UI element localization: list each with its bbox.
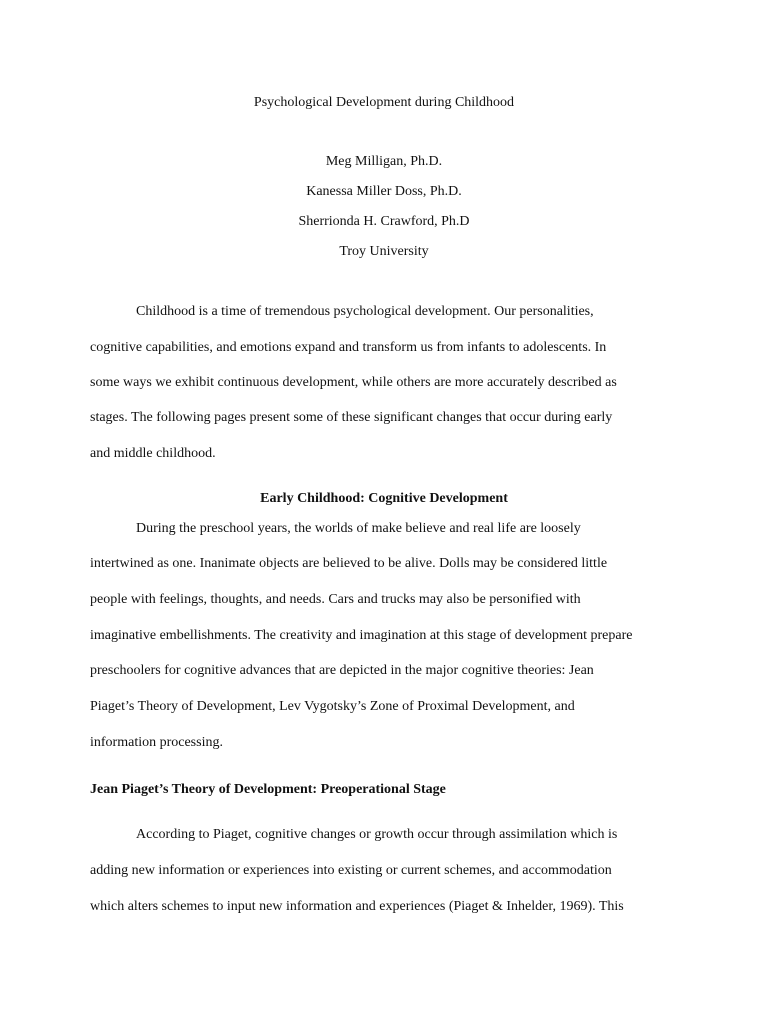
intro-line-5: and middle childhood. <box>90 446 216 461</box>
paper-title: Psychological Development during Childhood <box>253 95 515 110</box>
author-2: Kanessa Miller Doss, Ph.D. <box>306 184 462 199</box>
section1-line-5: preschoolers for cognitive advances that are depicted in the major cognitive theories: Jean <box>90 663 594 678</box>
section2-line-1: According to Piaget, cognitive changes or growth occur through assimilation which is <box>136 827 618 842</box>
section1-line-7: information processing. <box>90 735 223 750</box>
section2-line-3: which alters schemes to input new information and experiences (Piaget & Inhelder, 1969). This <box>90 899 624 914</box>
affiliation: Troy University <box>339 244 429 259</box>
section-heading-piaget: Jean Piaget’s Theory of Development: Preoperational Stage <box>90 782 446 797</box>
section-heading-early-childhood: Early Childhood: Cognitive Development <box>260 491 508 506</box>
intro-line-1: Childhood is a time of tremendous psychological development. Our personalities, <box>136 304 594 319</box>
author-3: Sherrionda H. Crawford, Ph.D <box>298 214 470 229</box>
section1-line-2: intertwined as one. Inanimate objects are believed to be alive. Dolls may be considered little <box>90 556 608 571</box>
section1-line-4: imaginative embellishments. The creativity and imagination at this stage of development prepare <box>90 628 633 643</box>
intro-line-4: stages. The following pages present some of these significant changes that occur during early <box>90 410 613 425</box>
author-1: Meg Milligan, Ph.D. <box>325 154 443 169</box>
intro-line-3: some ways we exhibit continuous development, while others are more accurately described as <box>90 375 617 390</box>
intro-line-2: cognitive capabilities, and emotions expand and transform us from infants to adolescents. In <box>90 340 607 355</box>
section1-line-1: During the preschool years, the worlds of make believe and real life are loosely <box>136 521 581 536</box>
section2-line-2: adding new information or experiences into existing or current schemes, and accommodation <box>90 863 612 878</box>
section1-line-3: people with feelings, thoughts, and needs. Cars and trucks may also be personified with <box>90 592 581 607</box>
section1-line-6: Piaget’s Theory of Development, Lev Vygotsky’s Zone of Proximal Development, and <box>90 699 575 714</box>
